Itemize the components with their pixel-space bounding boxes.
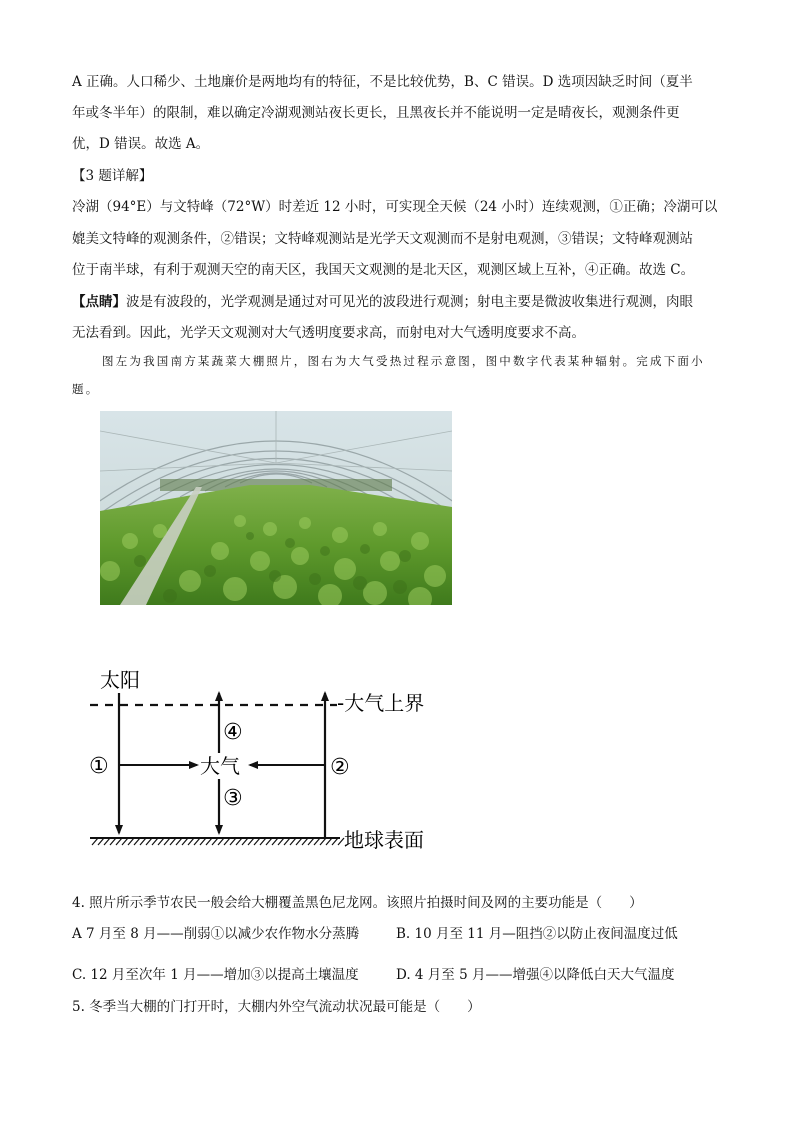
ground-hatch-mark — [314, 838, 320, 845]
ground-hatch-mark — [194, 838, 200, 845]
label-2: ② — [330, 755, 350, 780]
intro-line-1: 图左为我国南方某蔬菜大棚照片，图右为大气受热过程示意图，图中数字代表某种辐射。完成下面小 — [102, 354, 705, 368]
q3-detail-line-1: 冷湖（94°E）与文特峰（72°W）时差近 12 小时，可实现全天候（24 小时）连续观测，①正确；冷湖可以 — [72, 199, 718, 215]
ground-hatch-mark — [170, 838, 176, 845]
ground-hatch-mark — [284, 838, 290, 845]
ground-hatch-mark — [308, 838, 314, 845]
ground-hatch-mark — [206, 838, 212, 845]
upper-atmosphere-label: -大气上界 — [337, 691, 425, 715]
label-4: ④ — [223, 720, 243, 745]
ground-hatch-mark — [266, 838, 272, 845]
ground-hatch-mark — [302, 838, 308, 845]
q4-stem: 4. 照片所示季节农民一般会给大棚覆盖黑色尼龙网。该照片拍摄时间及网的主要功能是（ ） — [72, 895, 643, 911]
ground-hatch-mark — [98, 838, 104, 845]
ground-hatch-mark — [128, 838, 134, 845]
ground-hatch-mark — [320, 838, 326, 845]
label-1: ① — [89, 754, 109, 779]
ground-hatch-mark — [254, 838, 260, 845]
ground-hatch-mark — [260, 838, 266, 845]
atmosphere-heating-diagram — [82, 655, 462, 860]
q3-detail-heading: 【3 题详解】 — [72, 168, 153, 184]
ground-hatch-mark — [146, 838, 152, 845]
ground-hatch-mark — [110, 838, 116, 845]
greenhouse-photo — [100, 411, 452, 605]
ground-hatch-mark — [248, 838, 254, 845]
ground-hatch-mark — [116, 838, 122, 845]
ground-hatch-mark — [188, 838, 194, 845]
q4-option-a[interactable]: A 7 月至 8 月——削弱①以减少农作物水分蒸腾 — [72, 926, 360, 942]
ground-hatch-mark — [200, 838, 206, 845]
ground-hatch-mark — [272, 838, 278, 845]
ground-hatch-mark — [134, 838, 140, 845]
key-point-line-2: 无法看到。因此，光学天文观测对大气透明度要求高，而射电对大气透明度要求不高。 — [72, 325, 585, 341]
answer-line-3: 优，D 错误。故选 A。 — [72, 136, 210, 152]
ground-hatch-mark — [158, 838, 164, 845]
ground-hatch-mark — [218, 838, 224, 845]
key-point-label: 【点睛】 — [72, 294, 126, 310]
ground-hatch-mark — [224, 838, 230, 845]
greenhouse-illustration — [100, 411, 452, 605]
sun-label: 太阳 — [100, 668, 140, 692]
ground-hatch-mark — [332, 838, 338, 845]
q4-option-b[interactable]: B. 10 月至 11 月—阻挡②以防止夜间温度过低 — [396, 926, 678, 942]
ground-hatch-mark — [182, 838, 188, 845]
label-3: ③ — [223, 786, 243, 811]
atmosphere-label: 大气 — [200, 754, 240, 778]
ground-hatch-mark — [326, 838, 332, 845]
ground-hatch-mark — [176, 838, 182, 845]
q3-detail-line-2: 媲美文特峰的观测条件，②错误；文特峰观测站是光学天文观测而不是射电观测，③错误；文特峰观测站 — [72, 231, 693, 247]
q3-detail-line-3: 位于南半球，有利于观测天空的南天区，我国天文观测的是北天区，观测区域上互补，④正确。故选 C。 — [72, 262, 695, 278]
intro-line-2: 题。 — [72, 382, 100, 396]
ground-hatch-mark — [164, 838, 170, 845]
q4-option-c[interactable]: C. 12 月至次年 1 月——增加③以提高土壤温度 — [72, 967, 359, 983]
answer-line-1: A 正确。人口稀少、土地廉价是两地均有的特征，不是比较优势，B、C 错误。D 选项因缺乏时间（夏半 — [72, 74, 693, 90]
ground-hatch-mark — [230, 838, 236, 845]
ground-hatch-mark — [236, 838, 242, 845]
surface-label: 地球表面 — [344, 828, 424, 852]
ground-hatch-mark — [212, 838, 218, 845]
ground-hatch-mark — [290, 838, 296, 845]
ground-hatch-mark — [152, 838, 158, 845]
answer-line-2: 年或冬半年）的限制，难以确定冷湖观测站夜长更长，且黑夜长并不能说明一定是晴夜长，观测条件更 — [72, 105, 680, 121]
key-point-line-1 — [72, 290, 693, 310]
ground-surface — [90, 838, 344, 845]
ground-hatch-mark — [104, 838, 110, 845]
ground-hatch-mark — [140, 838, 146, 845]
ground-hatch-mark — [296, 838, 302, 845]
ground-hatch-mark — [92, 838, 98, 845]
q5-stem: 5. 冬季当大棚的门打开时，大棚内外空气流动状况最可能是（ ） — [72, 999, 481, 1015]
ground-hatch-mark — [278, 838, 284, 845]
ground-hatch-mark — [122, 838, 128, 845]
q4-option-d[interactable]: D. 4 月至 5 月——增强④以降低白天大气温度 — [396, 967, 675, 983]
key-point-text-1: 波是有波段的，光学观测是通过对可见光的波段进行观测；射电主要是微波收集进行观测，肉眼 — [126, 294, 693, 310]
ground-hatch-mark — [242, 838, 248, 845]
